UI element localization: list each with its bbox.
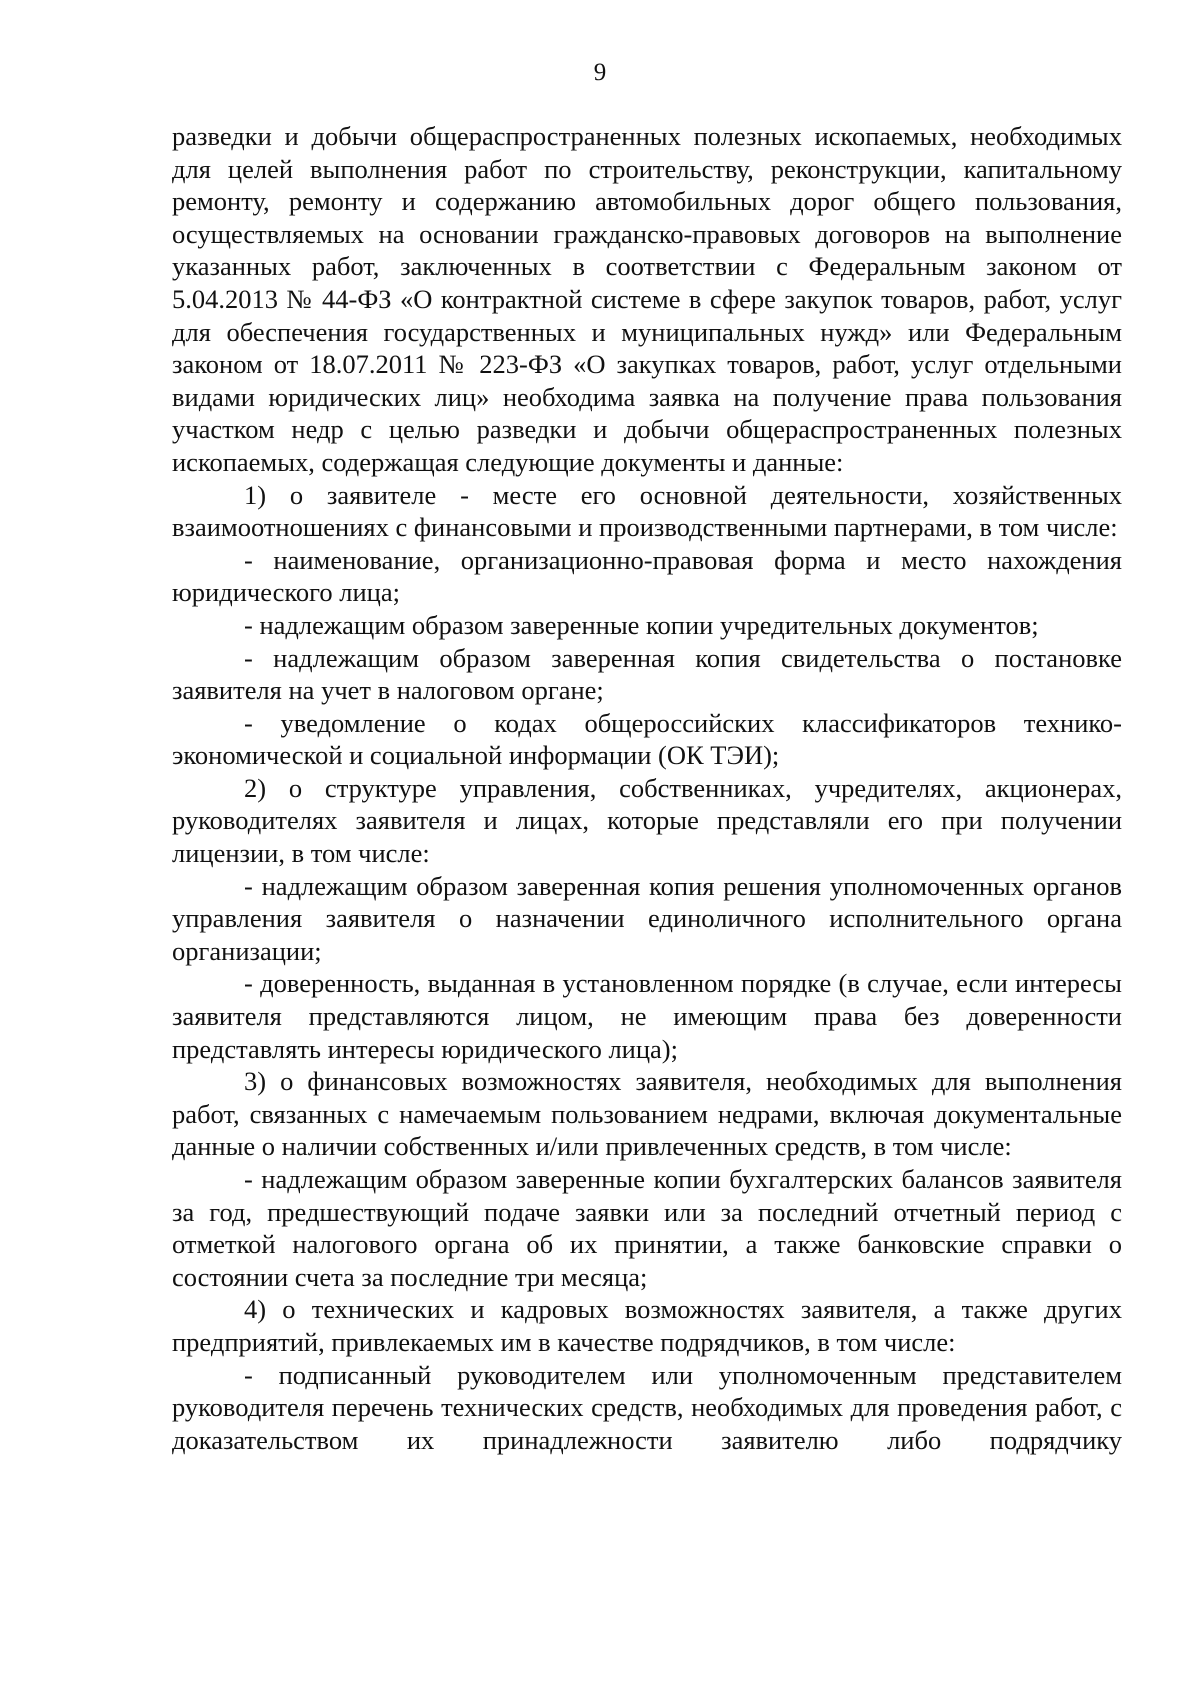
- paragraph-subitem: - наименование, организационно-правовая форма и место нахождения юридического лица;: [172, 544, 1122, 608]
- paragraph-item-3: 3) о финансовых возможностях заявителя, необходимых для выполнения работ, связанных с намечаемым пользованием недрами, включая документальные данные о наличии собственных и/или привлеченных средств, в том числе:: [172, 1066, 1122, 1162]
- paragraph-subitem: - доверенность, выданная в установленном порядке (в случае, если интересы заявителя представляются лицом, не имеющим права без доверенности представлять интересы юридического лица);: [172, 968, 1122, 1064]
- paragraph-item-1: 1) о заявителе - месте его основной деятельности, хозяйственных взаимоотношениях с финансовыми и производственными партнерами, в том числе:: [172, 479, 1122, 543]
- page-number: 9: [593, 59, 607, 86]
- paragraph-intro: разведки и добычи общераспространенных полезных ископаемых, необходимых для целей выполнения работ по строительству, реконструкции, капитальному ремонту, ремонту и содержанию автомобильных дорог общего пользования, осуществляемых на основании гражданско-правовых договоров на выполнение указанных работ, заключенных в соответствии с Федеральным законом от 5.04.2013 № 44-ФЗ «О контрактной системе в сфере закупок товаров, работ, услуг для обеспечения государственных и муниципальных нужд» или Федеральным законом от 18.07.2011 № 223-ФЗ «О закупках товаров, работ, услуг отдельными видами юридических лиц» необходима заявка на получение права пользования участком недр с целью разведки и добычи общераспространенных полезных ископаемых, содержащая следующие документы и данные:: [172, 121, 1122, 477]
- paragraph-subitem: - подписанный руководителем или уполномоченным представителем руководителя перечень технических средств, необходимых для проведения работ, с доказательством их принадлежности заявителю либо подрядчику: [172, 1359, 1122, 1455]
- paragraph-subitem: - надлежащим образом заверенные копии бухгалтерских балансов заявителя за год, предшествующий подаче заявки или за последний отчетный период с отметкой налогового органа об их принятии, а также банковские справки о состоянии счета за последние три месяца;: [172, 1164, 1122, 1292]
- paragraph-subitem: - надлежащим образом заверенные копии учредительных документов;: [244, 609, 1039, 640]
- body-text: [172, 120, 1122, 1456]
- paragraph-subitem: - надлежащим образом заверенная копия свидетельства о постановке заявителя на учет в налоговом органе;: [172, 642, 1122, 706]
- paragraph-item-2: 2) о структуре управления, собственниках, учредителях, акционерах, руководителях заявителя и лицах, которые представляли его при получении лицензии, в том числе:: [172, 772, 1122, 869]
- paragraph-subitem: - надлежащим образом заверенная копия решения уполномоченных органов управления заявителя о назначении единоличного исполнительного органа организации;: [172, 870, 1122, 966]
- paragraph-item-4: 4) о технических и кадровых возможностях заявителя, а также других предприятий, привлекаемых им в качестве подрядчиков, в том числе:: [172, 1294, 1122, 1357]
- paragraph-subitem: - уведомление о кодах общероссийских классификаторов технико-экономической и социальной информации (ОК ТЭИ);: [172, 707, 1122, 771]
